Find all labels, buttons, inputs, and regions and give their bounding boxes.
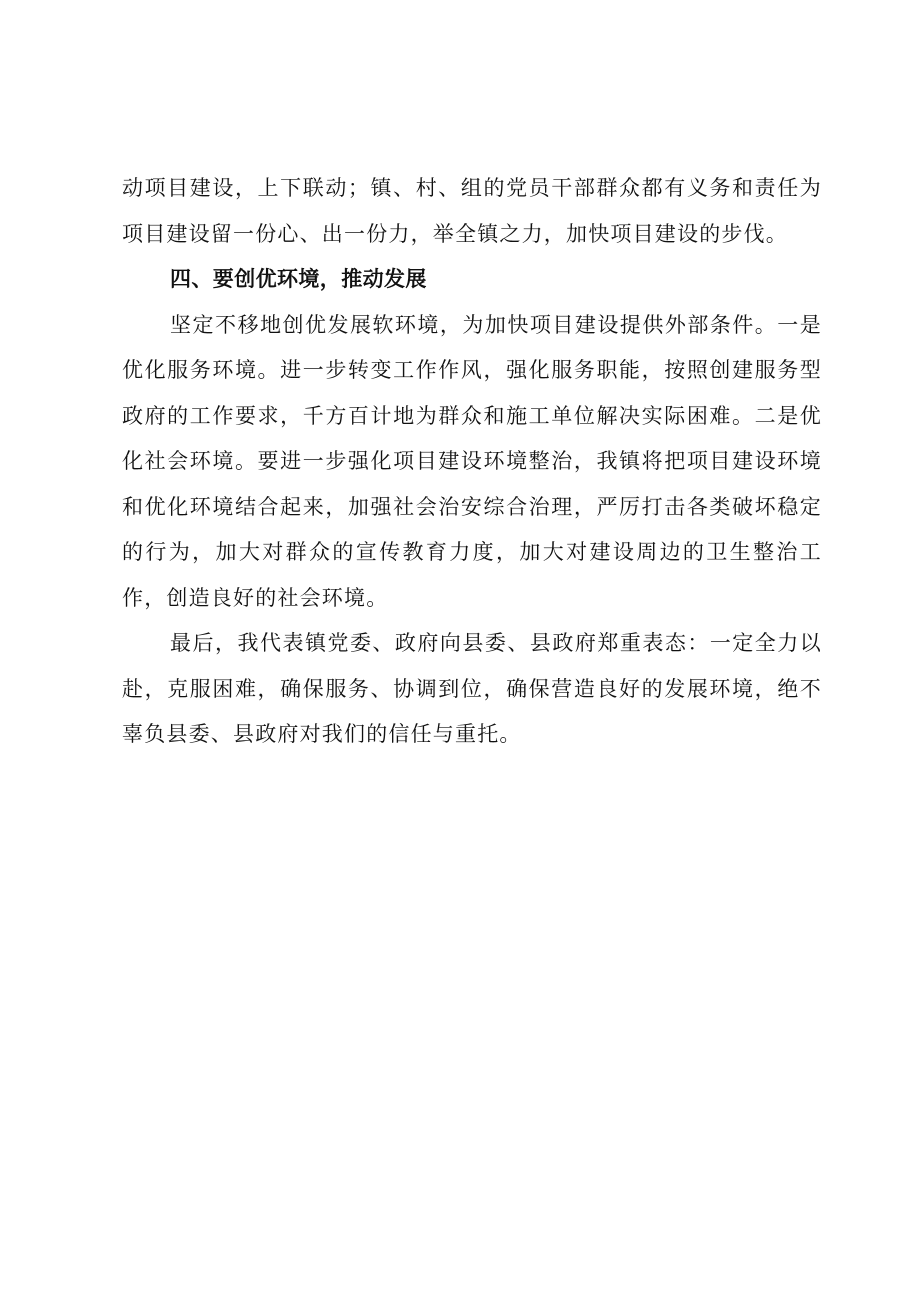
document-body [122,166,822,758]
section-four-heading: 四、要创优环境，推动发展 [170,267,427,291]
paragraph-closing: 最后，我代表镇党委、政府向县委、县政府郑重表态：一定全力以赴，克服困难，确保服务、协调到位，确保营造良好的发展环境，绝不辜负县委、县政府对我们的信任与重托。 [122,631,822,746]
paragraph-environment: 坚定不移地创优发展软环境，为加快项目建设提供外部条件。一是优化服务环境。进一步转变工作作风，强化服务职能，按照创建服务型政府的工作要求，千方百计地为群众和施工单位解决实际困难。二是优化社会环境。要进一步强化项目建设环境整治，我镇将把项目建设环境和优化环境结合起来，加强社会治安综合治理，严厉打击各类破坏稳定的行为，加大对群众的宣传教育力度，加大对建设周边的卫生整治工作，创造良好的社会环境。 [122,312,822,610]
paragraph-continuation: 动项目建设，上下联动；镇、村、组的党员干部群众都有义务和责任为项目建设留一份心、出一份力，举全镇之力，加快项目建设的步伐。 [122,176,822,246]
